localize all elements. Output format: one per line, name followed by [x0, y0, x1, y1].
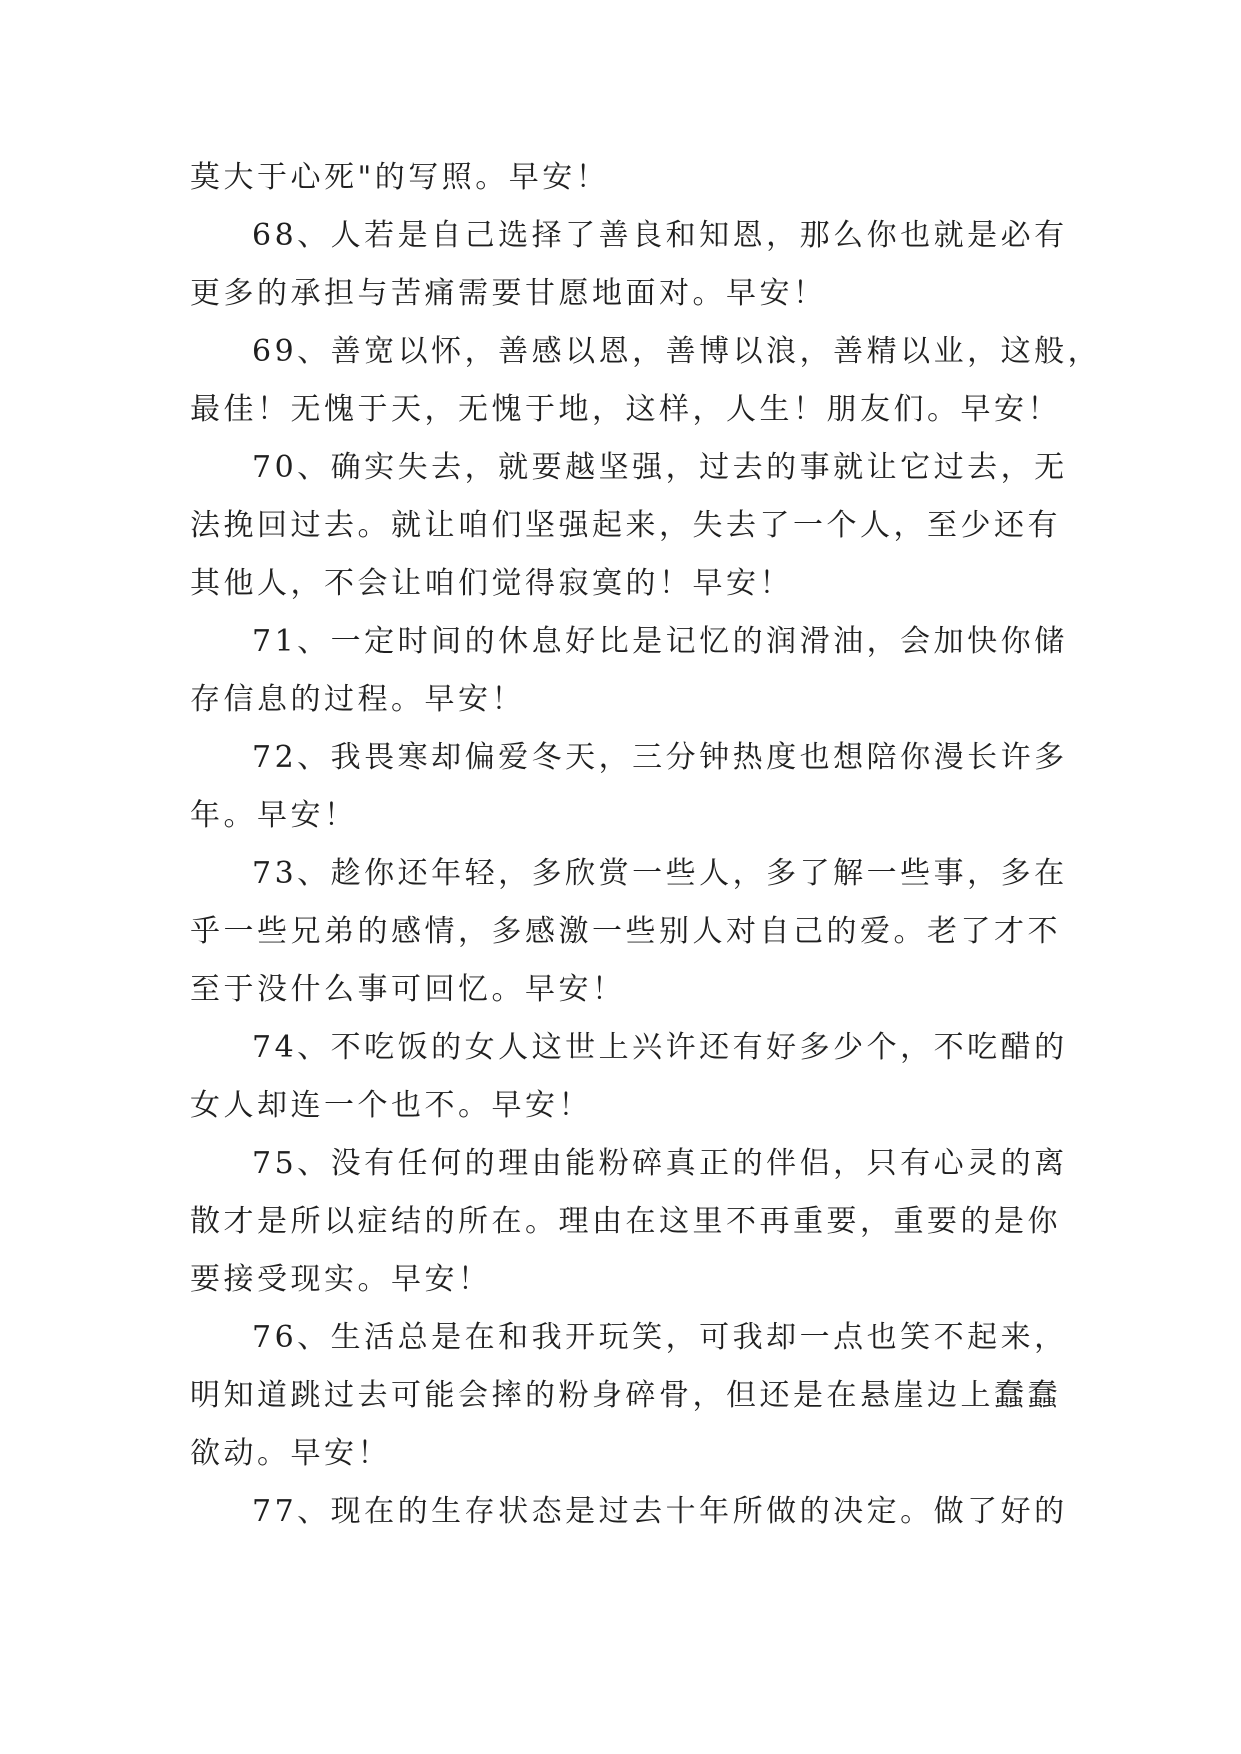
paragraph-77 — [190, 1483, 1068, 1541]
document-body — [190, 149, 1102, 1541]
text-line: 75、没有任何的理由能粉碎真正的伴侣，只有心灵的离 — [252, 1146, 1068, 1181]
text-line: 乎一些兄弟的感情，多感激一些别人对自己的爱。老了才不 — [190, 914, 1061, 949]
paragraph-73 — [190, 845, 1068, 1019]
text-line: 至于没什么事可回忆。早安！ — [190, 972, 626, 1007]
text-line: 莫大于心死"的写照。早安！ — [190, 160, 610, 195]
paragraph-71 — [190, 613, 1068, 729]
text-line: 欲动。早安！ — [190, 1436, 391, 1471]
text-line: 70、确实失去，就要越坚强，过去的事就让它过去，无 — [252, 450, 1068, 485]
text-line: 存信息的过程。早安！ — [190, 682, 525, 717]
text-line: 法挽回过去。就让咱们坚强起来，失去了一个人，至少还有 — [190, 508, 1061, 543]
paragraph-74 — [190, 1019, 1068, 1135]
paragraph-75 — [190, 1135, 1068, 1309]
text-line: 明知道跳过去可能会摔的粉身碎骨，但还是在悬崖边上蠢蠢 — [190, 1378, 1061, 1413]
text-line: 71、一定时间的休息好比是记忆的润滑油，会加快你储 — [252, 624, 1068, 659]
paragraph-70 — [190, 439, 1068, 613]
paragraph-67-continuation — [190, 149, 1050, 207]
text-line: 76、生活总是在和我开玩笑，可我却一点也笑不起来， — [252, 1320, 1068, 1355]
text-line: 69、善宽以怀，善感以恩，善博以浪，善精以业，这般， — [252, 334, 1102, 369]
text-line: 77、现在的生存状态是过去十年所做的决定。做了好的 — [252, 1494, 1068, 1529]
text-line: 72、我畏寒却偏爱冬天，三分钟热度也想陪你漫长许多 — [252, 740, 1068, 775]
text-line: 最佳！无愧于天，无愧于地，这样，人生！朋友们。早安！ — [190, 392, 1061, 427]
text-line: 年。早安！ — [190, 798, 358, 833]
paragraph-69 — [190, 323, 1102, 439]
paragraph-76 — [190, 1309, 1068, 1483]
text-line: 散才是所以症结的所在。理由在这里不再重要，重要的是你 — [190, 1204, 1061, 1239]
text-line: 74、不吃饭的女人这世上兴许还有好多少个，不吃醋的 — [252, 1030, 1068, 1065]
text-line: 73、趁你还年轻，多欣赏一些人，多了解一些事，多在 — [252, 856, 1068, 891]
text-line: 更多的承担与苦痛需要甘愿地面对。早安！ — [190, 276, 827, 311]
text-line: 其他人，不会让咱们觉得寂寞的！早安！ — [190, 566, 793, 601]
paragraph-68 — [190, 207, 1068, 323]
text-line: 68、人若是自己选择了善良和知恩，那么你也就是必有 — [252, 218, 1068, 253]
text-line: 要接受现实。早安！ — [190, 1262, 492, 1297]
paragraph-72 — [190, 729, 1068, 845]
text-line: 女人却连一个也不。早安！ — [190, 1088, 592, 1123]
